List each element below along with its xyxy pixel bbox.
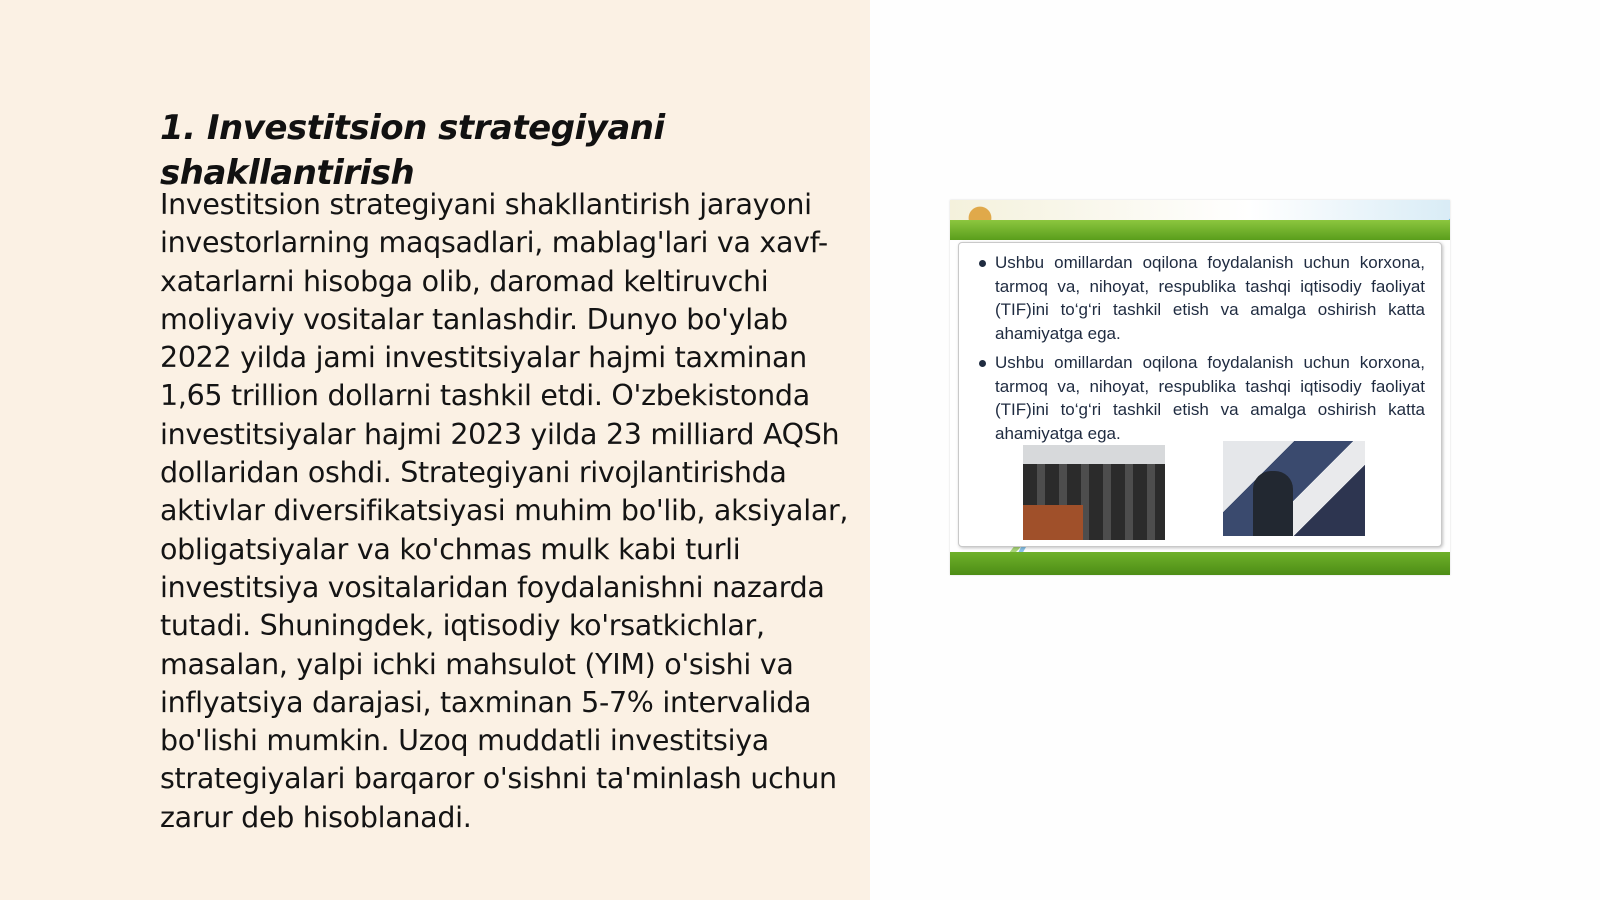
slide-bullet-list [975, 251, 1425, 451]
officials-photo [1223, 441, 1365, 536]
slide-title: 1. Investitsion strategiyani shakllantirish [160, 108, 665, 193]
slide-image-header-strip [950, 200, 1450, 222]
slide-bullet-item: Ushbu omillardan oqilona foydalanish uchun korxona, tarmoq va, nihoyat, respublika tashqi iqtisodiy faoliyat (TIF)ini to‘g‘ri tashkil etish va amalga oshirish katta ahamiyatga ega. [975, 351, 1425, 445]
embedded-slide-image [950, 200, 1450, 575]
slide-bullet-item: Ushbu omillardan oqilona foydalanish uchun korxona, tarmoq va, nihoyat, respublika tashqi iqtisodiy faoliyat (TIF)ini to‘g‘ri tashkil etish va amalga oshirish katta ahamiyatga ega. [975, 251, 1425, 345]
green-header-bar [950, 220, 1450, 240]
slide-content-card [958, 242, 1442, 547]
classroom-photo [1023, 445, 1165, 540]
green-footer-bar [950, 552, 1450, 575]
slide-body-text: Investitsion strategiyani shakllantirish jarayoni investorlarning maqsadlari, mablag'lari va xavf-xatarlarni hisobga olib, daromad keltiruvchi moliyaviy vositalar tanlashdir. Dunyo bo'ylab 2022 yilda jami investitsiyalar hajmi taxminan 1,65 trillion dollarni tashkil etdi. O'zbekistonda investitsiyalar hajmi 2023 yilda 23 milliard AQSh dollaridan oshdi. Strategiyani rivojlantirishda aktivlar diversifikatsiyasi muhim bo'lib, aksiyalar, obligatsiyalar va ko'chmas mulk kabi turli investitsiya vositalaridan foydalanishni nazarda tutadi. Shuningdek, iqtisodiy ko'rsatkichlar, masalan, yalpi ichki mahsulot (YIM) o'sishi va inflyatsiya darajasi, taxminan 5-7% intervalida bo'lishi mumkin. Uzoq muddatli investitsiya strategiyalari barqaror o'sishni ta'minlash uchun zarur deb hisoblanadi. [160, 188, 849, 834]
